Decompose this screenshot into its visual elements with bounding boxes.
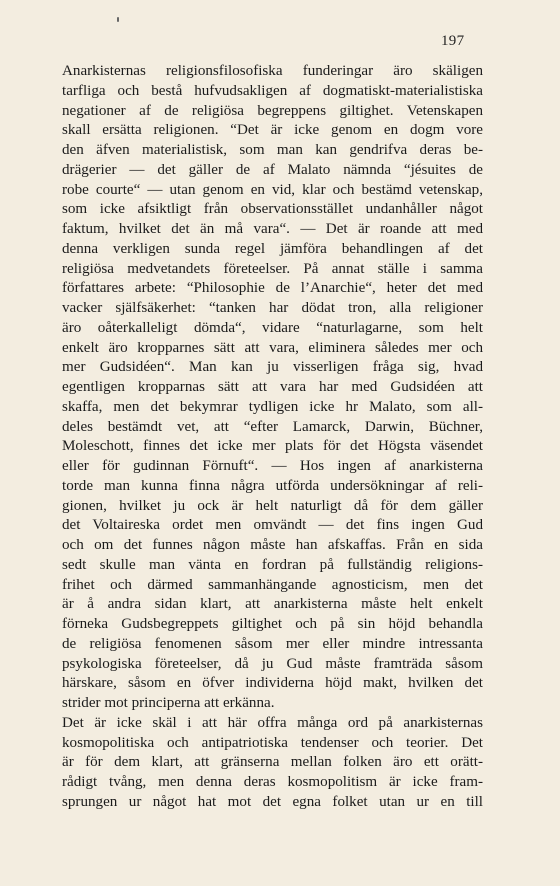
text-line: härskare, såsom en öfver individerna höjd makt, hvilken det [62, 675, 483, 692]
text-line: psykologiska företeelser, då ju Gud måste framträda såsom [62, 655, 483, 672]
page-number: 197 [441, 33, 465, 49]
text-line: sprungen ur något hat mot det egna folket utan ur en till [62, 793, 483, 810]
text-line: är för dem klart, att gränserna mellan folken äro ett orätt- [62, 754, 483, 771]
text-line: tarfliga och bestå hufvudsakligen af dogmatiskt-materialistiska [62, 82, 483, 99]
text-line: deles bestämdt vet, att “efter Lamarck, Darwin, Büchner, [62, 418, 483, 435]
text-line: förneka Gudsbegreppets giltighet och på sin höjd behandla [62, 616, 483, 632]
text-line: de religiösa fenomenen såsom mer eller mindre intressanta [62, 635, 483, 652]
text-line: rådigt tvång, men denna deras kosmopolitism är icke fram- [62, 774, 483, 790]
text-line: robe courte“ — utan genom en vid, klar och bestämd vetenskap, [62, 181, 483, 198]
text-line: Det är icke skäl i att här offra många ord på anarkisternas [62, 714, 483, 731]
text-line: som icke afsiktligt från observationsstället undanhåller något [62, 201, 483, 218]
text-line: vacker själfsäkerhet: “tanken har dödat tron, alla religioner [62, 300, 483, 316]
text-line: det Voltaireska ordet men omvändt — det fins ingen Gud [62, 517, 483, 534]
text-line: religiösa medvetandets företeelser. På annat ställe i samma [62, 260, 483, 277]
text-line: äro oåterkalleligt dömda“, vidare “naturlagarne, som helt [62, 319, 483, 336]
text-line: skaffa, men det bekymrar tydligen icke hr Malato, som all- [62, 398, 483, 415]
text-line: gionen, hvilket ju ock är helt naturligt då för dem gäller [62, 497, 483, 514]
text-line: kosmopolitiska och antipatriotiska tendenser och teorier. Det [62, 734, 483, 751]
text-line: enkelt äro kropparnes sätt att vara, eliminera således mer och [62, 339, 483, 356]
text-line: och om det funnes någon måste han afskaffas. Från en sida [62, 537, 483, 553]
text-line: torde man kunna finna några utförda undersökningar af reli- [62, 477, 483, 494]
body-text [62, 62, 483, 813]
text-line: skall ersätta religionen. “Det är icke genom en dogm vore [62, 122, 483, 139]
text-line: drägerier — det gäller de af Malato nämnda “jésuites de [62, 161, 483, 178]
text-line: författares arbete: “Philosophie de l’Anarchie“, heter det med [62, 280, 483, 297]
text-line: negationer af de religiösa begreppens giltighet. Vetenskapen [62, 102, 483, 119]
ink-speck [117, 17, 119, 22]
text-line: mer Gudsidéen“. Man kan ju visserligen fråga sig, hvad [62, 359, 483, 376]
text-line: eller för gudinnan Förnuft“. — Hos ingen af anarkisterna [62, 458, 483, 474]
text-line: den äfven materialistisk, som man kan gendrifva deras be- [62, 142, 483, 158]
text-line: denna verkligen sunda regel jämföra behandlingen af det [62, 240, 483, 257]
text-line: frihet och därmed sammanhängande agnosticism, men det [62, 576, 483, 593]
text-line: faktum, hvilket det än må vara“. — Det är roande att med [62, 221, 483, 237]
text-line: sedt skulle man vänta en fordran på fullständig religions- [62, 556, 483, 573]
text-line: är å andra sidan klart, att anarkisterna måste helt enkelt [62, 596, 483, 613]
text-line: strider mot principerna att erkänna. [62, 695, 275, 711]
text-line: Moleschott, finnes det icke mer plats för det Högsta väsendet [62, 438, 483, 455]
text-line: Anarkisternas religionsfilosofiska funderingar äro skäligen [62, 63, 483, 79]
text-line: egentligen kropparnas sätt att vara har med Gudsidéen att [62, 379, 483, 395]
